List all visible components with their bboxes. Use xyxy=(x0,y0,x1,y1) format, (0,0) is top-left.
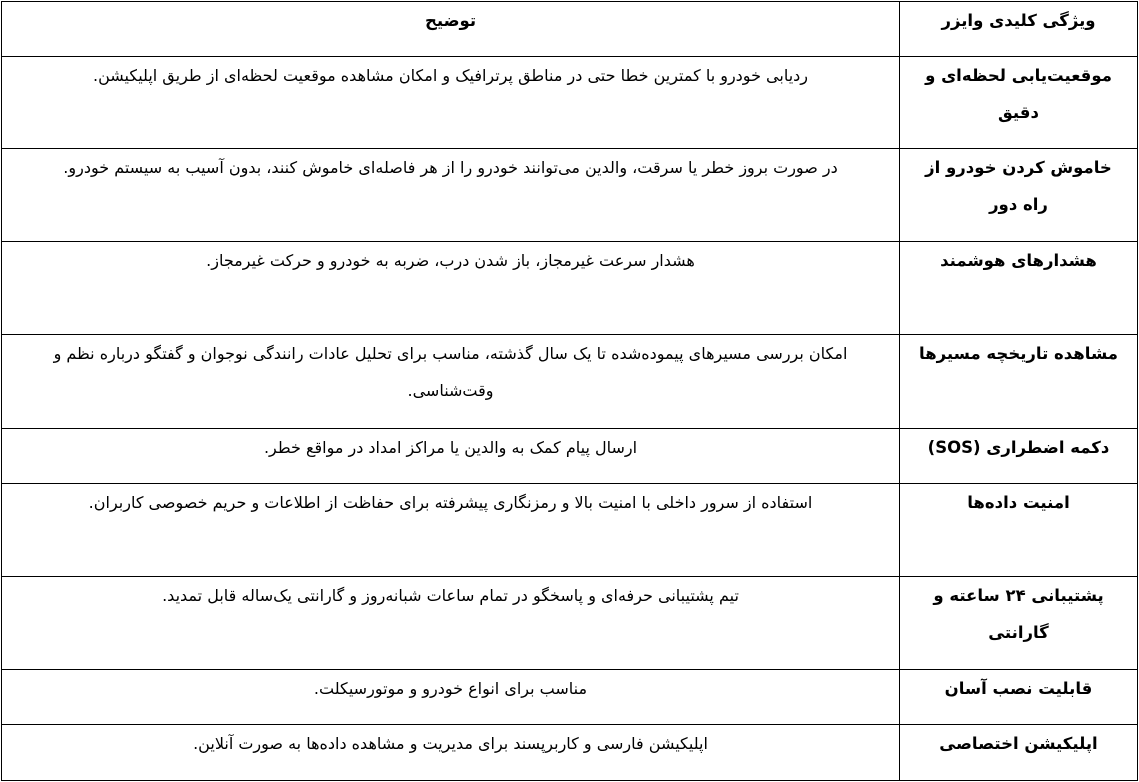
table-row xyxy=(2,670,1138,725)
table-row xyxy=(2,429,1138,484)
feature-cell: موقعیت‌یابی لحظه‌ای و دقیق xyxy=(900,57,1138,149)
table-row xyxy=(2,242,1138,335)
feature-cell: دکمه اضطراری (SOS) xyxy=(900,429,1138,484)
description-cell: ارسال پیام کمک به والدین یا مراکز امداد در مواقع خطر. xyxy=(2,429,900,484)
table-row xyxy=(2,577,1138,670)
description-cell: استفاده از سرور داخلی با امنیت بالا و رمزنگاری پیشرفته برای حفاظت از اطلاعات و حریم خصوصی کاربران. xyxy=(2,484,900,577)
description-cell: در صورت بروز خطر یا سرقت، والدین می‌توانند خودرو را از هر فاصله‌ای خاموش کنند، بدون آسیب به سیستم خودرو. xyxy=(2,149,900,242)
description-cell: امکان بررسی مسیرهای پیموده‌شده تا یک سال گذشته، مناسب برای تحلیل عادات رانندگی نوجوان و گفتگو درباره نظم و وقت‌شناسی. xyxy=(2,335,900,429)
feature-cell: خاموش کردن خودرو از راه دور xyxy=(900,149,1138,242)
feature-cell: قابلیت نصب آسان xyxy=(900,670,1138,725)
description-cell: تیم پشتیبانی حرفه‌ای و پاسخگو در تمام ساعات شبانه‌روز و گارانتی یک‌ساله قابل تمدید. xyxy=(2,577,900,670)
feature-cell: هشدارهای هوشمند xyxy=(900,242,1138,335)
table-row xyxy=(2,484,1138,577)
description-cell: ردیابی خودرو با کمترین خطا حتی در مناطق پرترافیک و امکان مشاهده موقعیت لحظه‌ای از طریق اپلیکیشن. xyxy=(2,57,900,149)
table-row xyxy=(2,335,1138,429)
table-row xyxy=(2,57,1138,149)
description-cell: اپلیکیشن فارسی و کاربرپسند برای مدیریت و مشاهده داده‌ها به صورت آنلاین. xyxy=(2,725,900,781)
description-cell: هشدار سرعت غیرمجاز، باز شدن درب، ضربه به خودرو و حرکت غیرمجاز. xyxy=(2,242,900,335)
features-table xyxy=(1,1,1138,781)
table-row xyxy=(2,725,1138,781)
table-header-row xyxy=(2,2,1138,57)
feature-cell: مشاهده تاریخچه مسیرها xyxy=(900,335,1138,429)
feature-cell: اپلیکیشن اختصاصی xyxy=(900,725,1138,781)
header-description: توضیح xyxy=(2,2,900,57)
feature-cell: امنیت داده‌ها xyxy=(900,484,1138,577)
header-feature: ویژگی کلیدی وایزر xyxy=(900,2,1138,57)
feature-cell: پشتیبانی ۲۴ ساعته و گارانتی xyxy=(900,577,1138,670)
table-row xyxy=(2,149,1138,242)
description-cell: مناسب برای انواع خودرو و موتورسیکلت. xyxy=(2,670,900,725)
